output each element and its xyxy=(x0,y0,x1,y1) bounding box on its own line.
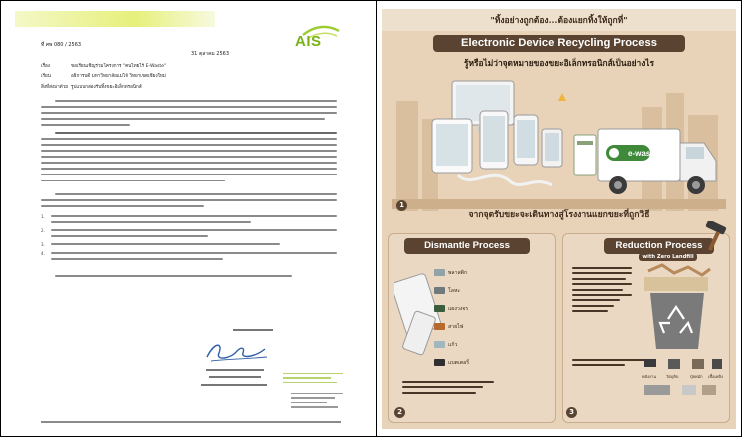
smartphone-icon xyxy=(480,111,508,169)
material-plastic: พลาสติก xyxy=(448,269,467,277)
cable-icon xyxy=(458,175,552,185)
tablet-icon xyxy=(432,119,472,173)
material-metal: โลหะ xyxy=(448,287,460,295)
fuel-output-icon xyxy=(712,359,722,369)
signer-title xyxy=(209,376,261,378)
paragraph-3 xyxy=(41,193,337,211)
signer-name xyxy=(206,369,264,371)
signature-image xyxy=(201,339,271,365)
dismantle-title: Dismantle Process xyxy=(404,238,530,254)
enclosure-key: สิ่งที่ส่งมาด้วย xyxy=(41,85,68,90)
reduction-description xyxy=(572,267,632,316)
battery-swatch xyxy=(434,359,445,366)
step-badge-3: 3 xyxy=(566,407,577,418)
phone-icon xyxy=(514,115,562,167)
official-letter xyxy=(1,1,376,436)
material-wire: สายไฟ xyxy=(448,323,463,331)
list-number-4: 4. xyxy=(41,251,45,256)
truck-label: e-waste xyxy=(628,149,658,158)
letter-date: 31 ตุลาคม 2563 xyxy=(191,51,230,57)
reduction-subtitle: with Zero Landfill xyxy=(639,253,697,261)
company-green-block xyxy=(283,373,343,386)
scene-caption: จากจุดรับขยะจะเดินทางสู่โรงงานแยกขยะที่ถูกวิธี xyxy=(468,210,650,220)
material-battery: แบตเตอรี่ xyxy=(448,359,469,367)
material-circuit-board: แผงวงจร xyxy=(448,305,468,313)
enclosure-value: รูปแบบกล่องรับทิ้งขยะอิเล็กทรอนิกส์ xyxy=(71,85,142,90)
poster-tagline: "ทิ้งอย่างถูกต้อง...ต้องแยกทิ้งให้ถูกที่" xyxy=(490,16,628,26)
ingot-icon xyxy=(644,385,670,395)
glass-swatch xyxy=(434,341,445,348)
list-number-2: 2. xyxy=(41,228,45,233)
energy-output-label: พลังงาน xyxy=(642,374,656,379)
subject-line xyxy=(41,63,166,70)
fuel-output-label: เชื้อเพลิง xyxy=(708,374,723,379)
enclosure-line xyxy=(41,84,142,91)
signer-company xyxy=(201,384,267,386)
pellet-icon xyxy=(702,385,716,395)
wire-swatch xyxy=(434,323,445,330)
ais-logo-text: AIS xyxy=(295,33,322,50)
plastic-swatch xyxy=(434,269,445,276)
step-badge-1: 1 xyxy=(396,200,407,211)
list-item-4 xyxy=(51,252,337,264)
closing-paragraph xyxy=(41,275,337,281)
recipient-line xyxy=(41,73,166,80)
paragraph-1 xyxy=(41,100,337,130)
list-item-1 xyxy=(51,215,337,227)
bottle-icon xyxy=(682,385,696,395)
poster-title: Electronic Device Recycling Process xyxy=(433,35,685,52)
recycling-bin-illustration xyxy=(634,263,724,353)
company-address xyxy=(291,393,343,411)
step-badge-2: 2 xyxy=(394,407,405,418)
recipient-key: เรียน xyxy=(41,74,51,79)
footer-contact-line xyxy=(41,421,341,423)
closing-salutation xyxy=(233,329,273,331)
collection-box-icon xyxy=(574,135,596,175)
material-glass: แก้ว xyxy=(448,341,457,349)
recipient-value: อธิการบดี มหาวิทยาลัยแม่โจ้ วิทยาเขตเชียงใหม่ xyxy=(71,74,166,79)
hammer-icon xyxy=(700,221,730,251)
reduction-title: Reduction Process xyxy=(604,238,714,254)
energy-output-icon xyxy=(644,359,656,367)
column-divider xyxy=(376,0,377,437)
subject-value: ขอเรียนเชิญร่วมโครงการ "คนไทยไร้ E-Waste" xyxy=(71,64,167,69)
list-item-3 xyxy=(51,243,337,249)
compost-output-icon xyxy=(692,359,704,369)
subject-key: เรื่อง xyxy=(41,64,51,69)
circuit-board-swatch xyxy=(434,305,445,312)
raw-material-output-icon xyxy=(668,359,680,369)
compost-output-label: ปุ๋ยหมัก xyxy=(690,374,703,379)
dismantle-description xyxy=(402,381,494,397)
recycling-infographic xyxy=(382,9,736,429)
reduction-caption xyxy=(572,359,648,370)
list-number-3: 3. xyxy=(41,242,45,247)
paragraph-2 xyxy=(41,132,337,186)
poster-subtitle: รู้หรือไม่ว่าจุดหมายของขยะอิเล็กทรอนิกส์เป็นอย่างไร xyxy=(463,58,655,68)
list-item-2 xyxy=(51,229,337,241)
letterhead-band xyxy=(15,11,215,27)
list-number-1: 1. xyxy=(41,214,45,219)
letter-reference: ที่ ศพ 080 / 2563 xyxy=(41,42,82,48)
metal-swatch xyxy=(434,287,445,294)
sparkle-icon xyxy=(558,93,566,101)
raw-material-output-label: วัตถุดิบ xyxy=(666,374,679,379)
